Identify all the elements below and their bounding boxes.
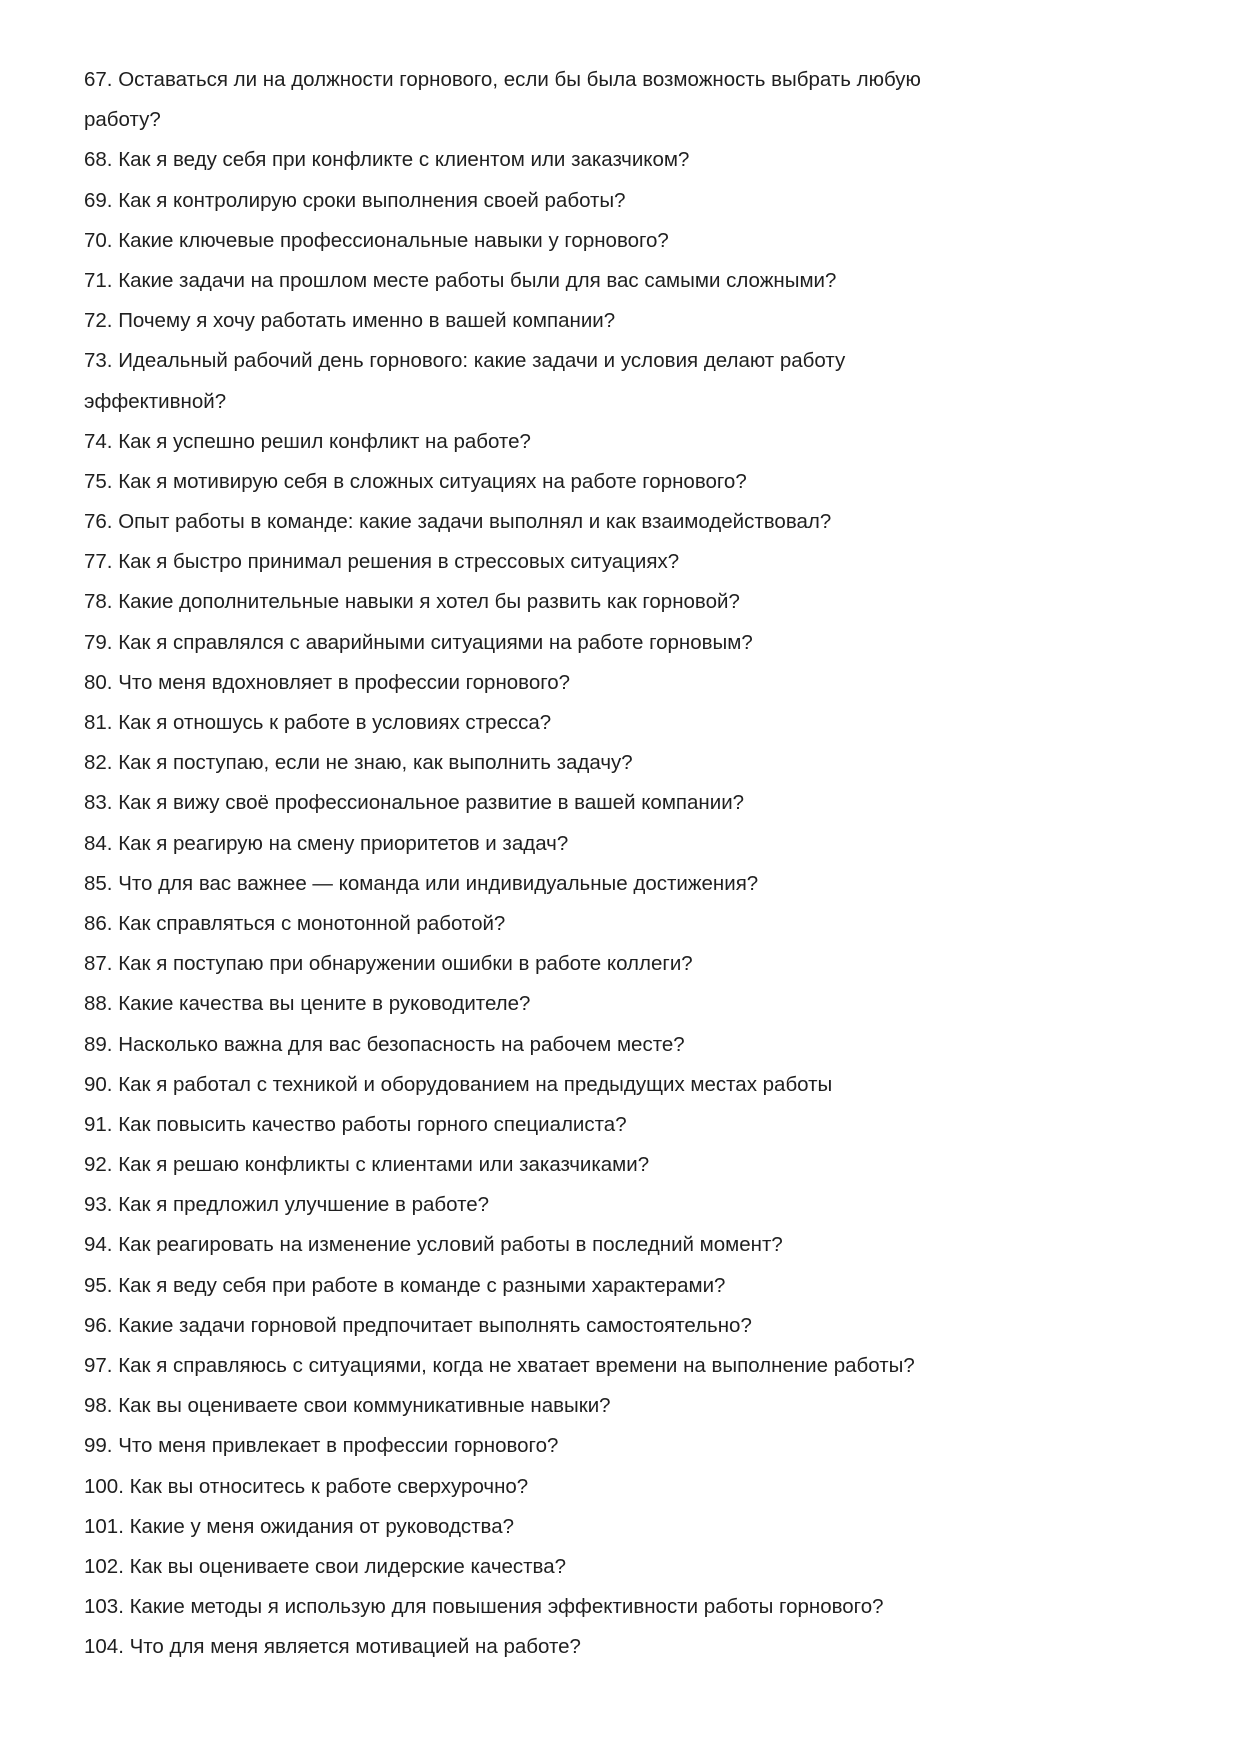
list-item — [84, 462, 1184, 502]
list-item-text: работу? — [84, 108, 161, 132]
list-item-text: 94. Как реагировать на изменение условий работы в последний момент? — [84, 1233, 783, 1257]
list-item — [84, 1185, 1184, 1225]
list-item — [84, 1386, 1184, 1426]
list-item-text: 104. Что для меня является мотивацией на работе? — [84, 1635, 581, 1659]
list-item — [84, 984, 1184, 1024]
list-item — [84, 1065, 1184, 1105]
list-item-text: 73. Идеальный рабочий день горнового: какие задачи и условия делают работу — [84, 349, 846, 373]
list-item-text: 86. Как справляться с монотонной работой? — [84, 911, 506, 935]
list-item — [84, 502, 1184, 542]
list-item — [84, 783, 1184, 823]
list-item — [84, 582, 1184, 622]
list-item — [84, 221, 1184, 261]
list-item-text: 72. Почему я хочу работать именно в вашей компании? — [84, 309, 616, 333]
list-item-text: 87. Как я поступаю при обнаружении ошибки в работе коллеги? — [84, 952, 693, 976]
list-item — [84, 140, 1184, 180]
list-item-text: 78. Какие дополнительные навыки я хотел бы развить как горновой? — [84, 590, 740, 614]
list-item — [84, 181, 1184, 221]
list-item-text: 95. Как я веду себя при работе в команде с разными характерами? — [84, 1273, 726, 1297]
list-item-text: 88. Какие качества вы цените в руководителе? — [84, 992, 531, 1016]
list-item-text: 79. Как я справлялся с аварийными ситуациями на работе горновым? — [84, 630, 753, 654]
list-item-text: 83. Как я вижу своё профессиональное развитие в вашей компании? — [84, 791, 745, 815]
list-item-text: 80. Что меня вдохновляет в профессии горнового? — [84, 670, 571, 694]
list-item-text: 67. Оставаться ли на должности горнового, если бы была возможность выбрать любую — [84, 68, 921, 91]
list-item-text: 84. Как я реагирую на смену приоритетов и задач? — [84, 831, 569, 855]
list-item-text: 102. Как вы оцениваете свои лидерские качества? — [84, 1554, 567, 1578]
list-item-text: 99. Что меня привлекает в профессии горнового? — [84, 1434, 559, 1458]
list-item-text: 100. Как вы относитесь к работе сверхурочно? — [84, 1474, 529, 1498]
list-item — [84, 341, 1184, 421]
list-item — [84, 824, 1184, 864]
list-item — [84, 1346, 1184, 1386]
list-item — [84, 743, 1184, 783]
list-item — [84, 60, 1184, 140]
list-item-text: 69. Как я контролирую сроки выполнения своей работы? — [84, 188, 626, 212]
question-list — [84, 60, 1184, 1668]
list-item — [84, 864, 1184, 904]
list-item-text: 91. Как повысить качество работы горного специалиста? — [84, 1112, 627, 1136]
list-item-text: 89. Насколько важна для вас безопасность на рабочем месте? — [84, 1032, 685, 1056]
list-item-text: 85. Что для вас важнее — команда или индивидуальные достижения? — [84, 871, 759, 895]
list-item-text: 75. Как я мотивирую себя в сложных ситуациях на работе горнового? — [84, 469, 747, 493]
list-item — [84, 1587, 1184, 1627]
list-item-text: 101. Какие у меня ожидания от руководства? — [84, 1514, 515, 1538]
list-item-text: 92. Как я решаю конфликты с клиентами или заказчиками? — [84, 1153, 650, 1177]
list-item-text: 74. Как я успешно решил конфликт на работе? — [84, 429, 531, 453]
list-item-text: 81. Как я отношусь к работе в условиях стресса? — [84, 711, 552, 734]
list-item — [84, 1467, 1184, 1507]
list-item — [84, 1225, 1184, 1265]
list-item — [84, 1145, 1184, 1185]
list-item-text: 96. Какие задачи горновой предпочитает выполнять самостоятельно? — [84, 1313, 752, 1337]
list-item-text: 68. Как я веду себя при конфликте с клиентом или заказчиком? — [84, 148, 690, 172]
list-item — [84, 542, 1184, 582]
list-item — [84, 422, 1184, 462]
list-item — [84, 703, 1184, 743]
list-item — [84, 623, 1184, 663]
list-item-text: 90. Как я работал с техникой и оборудованием на предыдущих местах работы — [84, 1072, 833, 1096]
list-item — [84, 1426, 1184, 1466]
list-item — [84, 1627, 1184, 1667]
list-item-text: 82. Как я поступаю, если не знаю, как выполнить задачу? — [84, 751, 633, 775]
list-item-text: 76. Опыт работы в команде: какие задачи выполнял и как взаимодействовал? — [84, 510, 832, 534]
list-item — [84, 944, 1184, 984]
list-item-text: 98. Как вы оцениваете свои коммуникативные навыки? — [84, 1394, 611, 1418]
list-item — [84, 1105, 1184, 1145]
list-item-text: 97. Как я справляюсь с ситуациями, когда не хватает времени на выполнение работы? — [84, 1354, 915, 1377]
list-item-text: 71. Какие задачи на прошлом месте работы были для вас самыми сложными? — [84, 268, 837, 292]
list-item-text: 103. Какие методы я использую для повышения эффективности работы горнового? — [84, 1595, 884, 1619]
list-item — [84, 1547, 1184, 1587]
list-item-text: 77. Как я быстро принимал решения в стрессовых ситуациях? — [84, 550, 680, 574]
list-item-text: 70. Какие ключевые профессиональные навыки у горнового? — [84, 228, 669, 252]
list-item — [84, 301, 1184, 341]
list-item — [84, 1025, 1184, 1065]
list-item-text: 93. Как я предложил улучшение в работе? — [84, 1193, 490, 1217]
list-item — [84, 1266, 1184, 1306]
list-item — [84, 904, 1184, 944]
list-item — [84, 1306, 1184, 1346]
list-item — [84, 261, 1184, 301]
list-item-text: эффективной? — [84, 389, 227, 413]
list-item — [84, 663, 1184, 703]
list-item — [84, 1507, 1184, 1547]
